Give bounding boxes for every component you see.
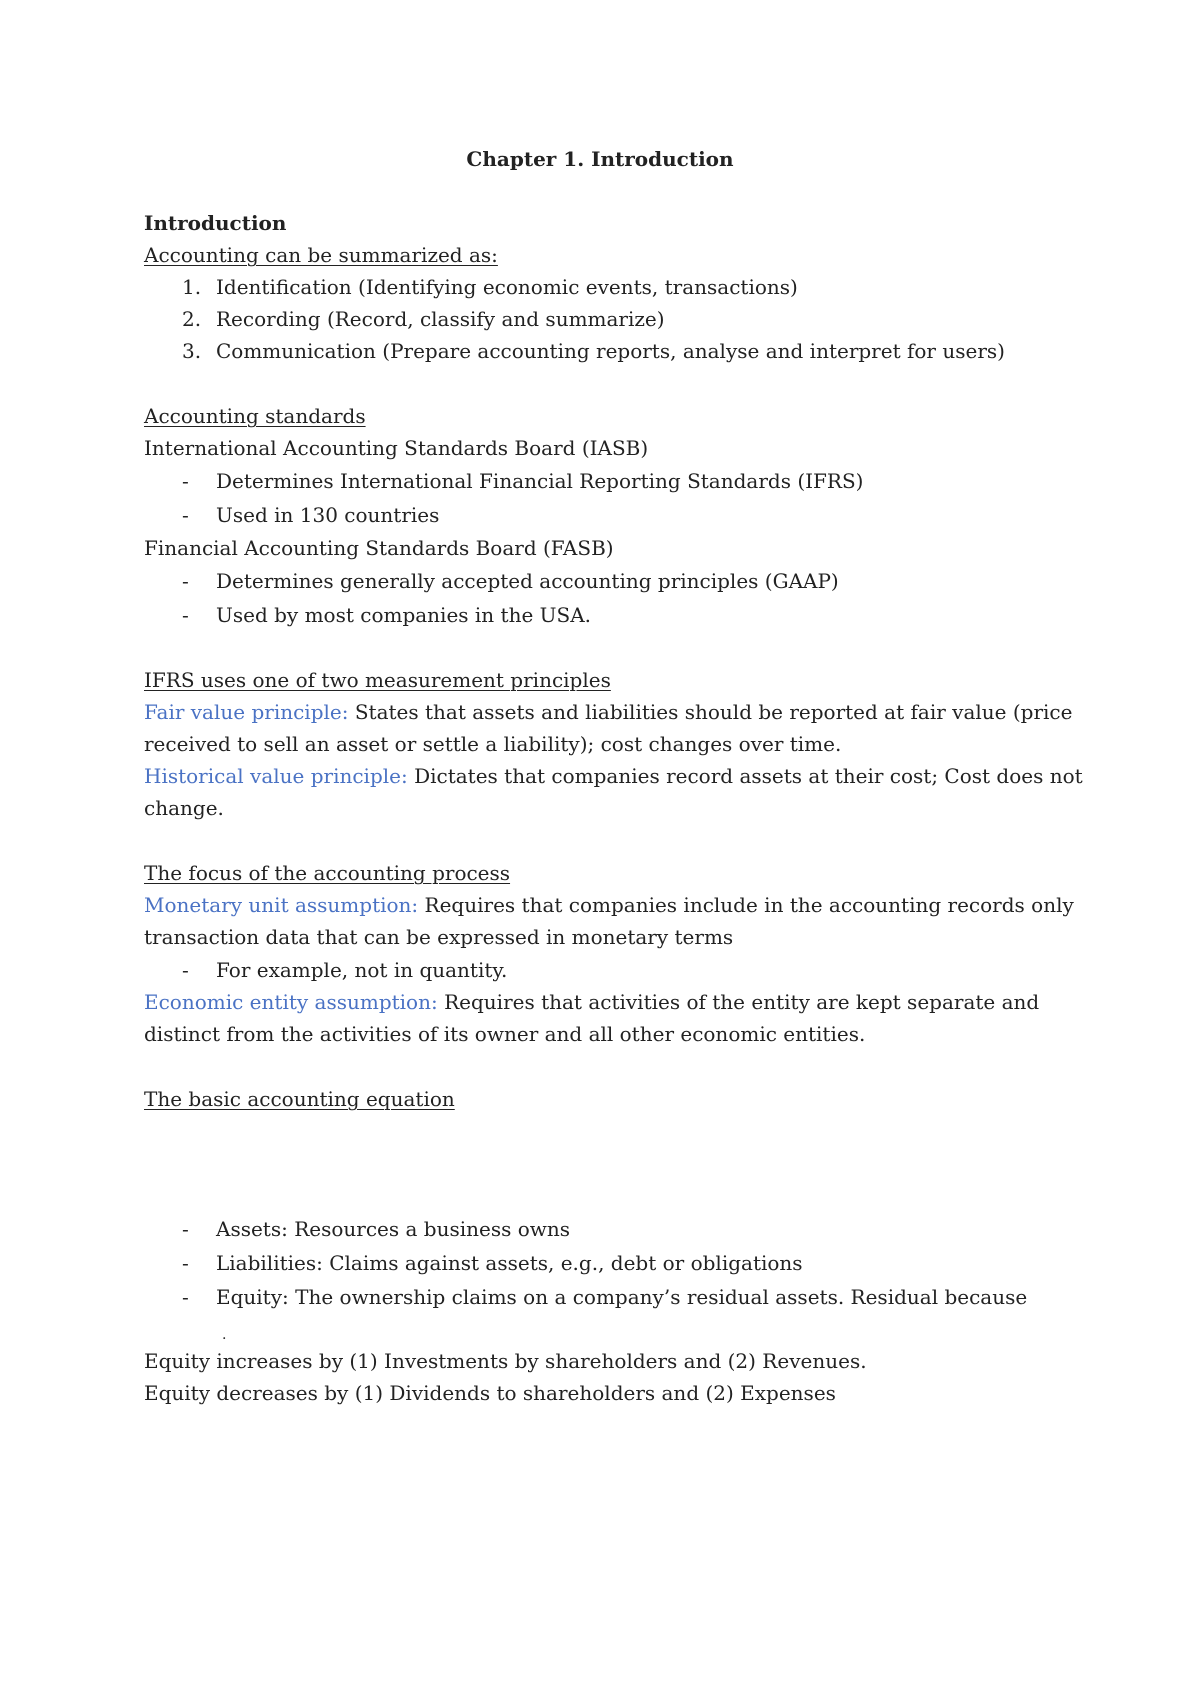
list-marker: 3. [182, 339, 202, 363]
list-item-text: Used by most companies in the USA. [216, 603, 592, 627]
section-heading-focus: The focus of the accounting process [144, 861, 511, 885]
stray-dot: . [222, 1327, 227, 1343]
definition-continuation: transaction data that can be expressed in monetary terms [144, 925, 734, 949]
list-item [182, 957, 507, 983]
dash-marker: - [182, 603, 189, 627]
dash-marker: - [182, 1251, 189, 1275]
term-economic-entity: Economic entity assumption: [144, 990, 438, 1014]
list-item [182, 306, 665, 332]
dash-marker: - [182, 1285, 189, 1309]
dash-marker: - [182, 569, 189, 593]
list-item-text: For example, not in quantity. [216, 958, 508, 982]
list-item-text: Assets: Resources a business owns [216, 1217, 571, 1241]
equity-decrease-text: Equity decreases by (1) Dividends to shareholders and (2) Expenses [144, 1381, 836, 1405]
list-marker: 2. [182, 307, 202, 331]
definition-text: Requires that companies include in the accounting records only [418, 893, 1074, 917]
term-monetary-unit: Monetary unit assumption: [144, 893, 419, 917]
list-item-text: Determines International Financial Reporting Standards (IFRS) [216, 469, 864, 493]
section-heading-accounting-standards: Accounting standards [144, 404, 366, 428]
section-heading-measurement: IFRS uses one of two measurement principles [144, 668, 611, 692]
section-heading-introduction: Introduction [144, 211, 287, 235]
term-historical-value: Historical value principle: [144, 764, 408, 788]
fasb-name: Financial Accounting Standards Board (FASB) [144, 536, 614, 560]
definition-text: Dictates that companies record assets at their cost; Cost does not [407, 764, 1083, 788]
chapter-title: Chapter 1. Introduction [466, 147, 734, 171]
list-item [182, 274, 798, 300]
iasb-name: International Accounting Standards Board (IASB) [144, 436, 649, 460]
list-item [182, 1284, 1027, 1310]
definition-text: Requires that activities of the entity are kept separate and [437, 990, 1040, 1014]
list-item-text: Determines generally accepted accounting principles (GAAP) [216, 569, 839, 593]
list-item-text: Liabilities: Claims against assets, e.g., debt or obligations [216, 1251, 803, 1275]
list-item [182, 1216, 570, 1242]
list-item [182, 1250, 803, 1276]
definition-continuation: distinct from the activities of its owner and all other economic entities. [144, 1022, 866, 1046]
definition-continuation: change. [144, 796, 224, 820]
list-item-text: Recording (Record, classify and summarize) [216, 307, 665, 331]
list-item [182, 338, 1005, 364]
section-heading-equation: The basic accounting equation [144, 1087, 455, 1111]
list-item [182, 568, 839, 594]
list-item-text: Equity: The ownership claims on a company’s residual assets. Residual because [216, 1285, 1028, 1309]
list-item [182, 468, 863, 494]
paragraph-fair-value [144, 699, 1072, 725]
list-item-text: Identification (Identifying economic events, transactions) [216, 275, 798, 299]
list-item-text: Used in 130 countries [216, 503, 440, 527]
paragraph-historical-value [144, 763, 1083, 789]
subheading-accounting-summary: Accounting can be summarized as: [144, 243, 498, 267]
dash-marker: - [182, 469, 189, 493]
dash-marker: - [182, 503, 189, 527]
definition-continuation: received to sell an asset or settle a liability); cost changes over time. [144, 732, 842, 756]
dash-marker: - [182, 1217, 189, 1241]
paragraph-economic-entity [144, 989, 1039, 1015]
list-marker: 1. [182, 275, 202, 299]
dash-marker: - [182, 958, 189, 982]
list-item [182, 502, 439, 528]
list-item-text: Communication (Prepare accounting reports, analyse and interpret for users) [216, 339, 1005, 363]
equity-increase-text: Equity increases by (1) Investments by shareholders and (2) Revenues. [144, 1349, 867, 1373]
list-item [182, 602, 591, 628]
paragraph-monetary-unit [144, 892, 1074, 918]
term-fair-value: Fair value principle: [144, 700, 349, 724]
definition-text: States that assets and liabilities should be reported at fair value (price [348, 700, 1073, 724]
